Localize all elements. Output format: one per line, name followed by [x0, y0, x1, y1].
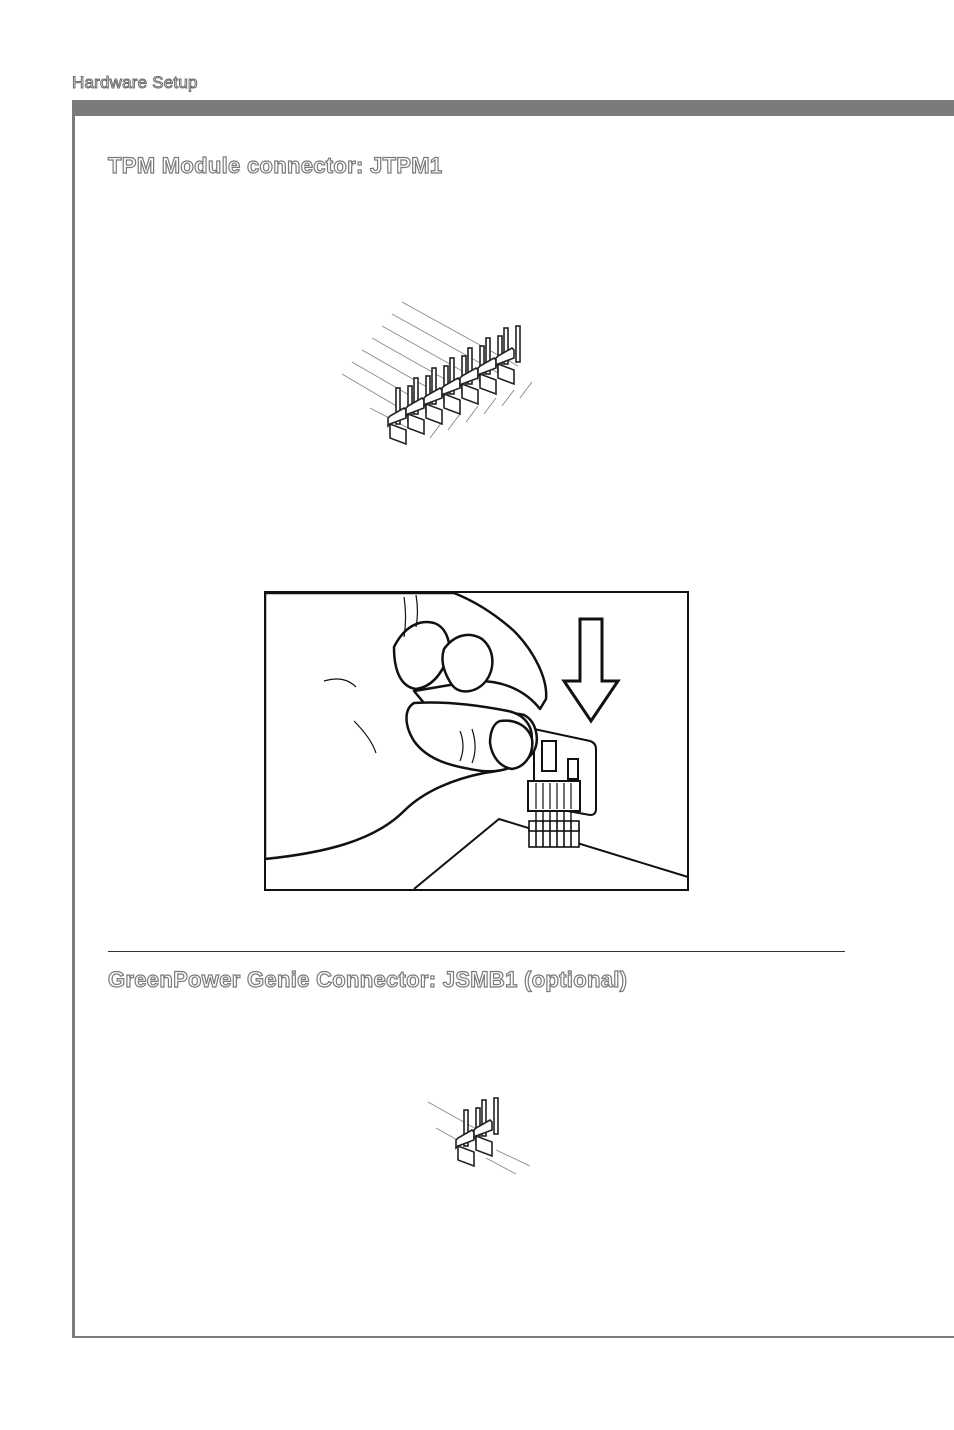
- header-bar: [72, 100, 954, 116]
- tpm-installation-illustration: [264, 591, 689, 891]
- jtpm1-pin-header-icon: [330, 290, 570, 470]
- bottom-border-rule: [72, 1336, 954, 1338]
- page-header: Hardware Setup: [72, 73, 198, 92]
- connector-housing: [388, 408, 406, 444]
- section-title-greenpower: GreenPower Genie Connector: JSMB1 (optional): [108, 967, 628, 992]
- section-divider: [108, 951, 845, 952]
- connector-housing: [456, 1130, 474, 1166]
- connector-pin: [494, 1098, 498, 1134]
- left-border-rule: [72, 100, 75, 1338]
- jsmb1-pin-header-icon: [420, 1094, 540, 1184]
- section-title-tpm: TPM Module connector: JTPM1: [108, 153, 443, 178]
- connector-pin: [516, 326, 520, 362]
